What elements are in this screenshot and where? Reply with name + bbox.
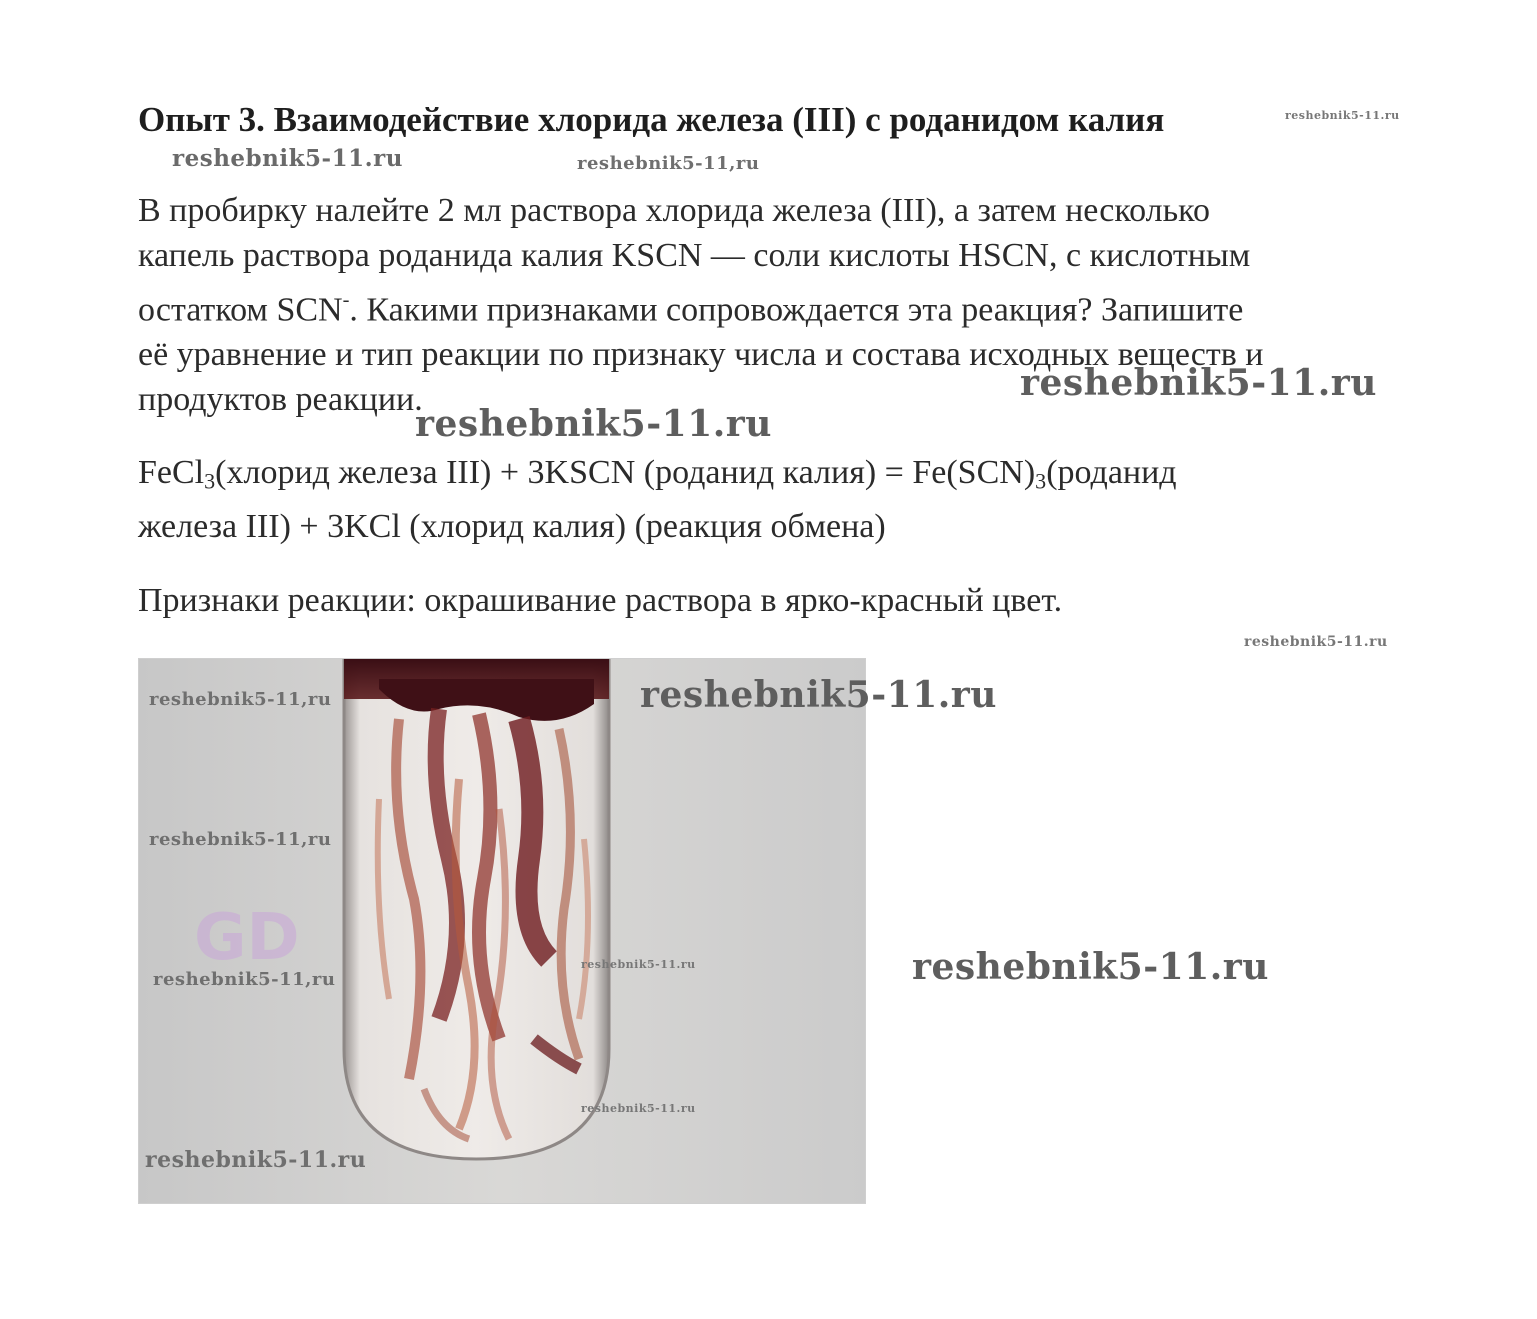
reaction-signs: Признаки реакции: окрашивание раствора в ярко-красный цвет.	[138, 582, 1063, 619]
task-line: продуктов реакции.	[138, 381, 423, 419]
watermark: reshebnik5-11.ru	[415, 403, 772, 445]
test-tube-image	[139, 659, 865, 1203]
watermark: reshebnik5-11.ru	[172, 145, 403, 172]
watermark: reshebnik5-11.ru	[145, 1147, 367, 1173]
watermark: reshebnik5-11,ru	[149, 689, 332, 710]
faint-logo: GD	[194, 901, 300, 975]
watermark: reshebnik5-11.ru	[640, 674, 997, 716]
page-title-text: Опыт 3. Взаимодействие хлорида железа (III) с роданидом калия	[138, 100, 1165, 139]
test-tube-photo	[138, 658, 866, 1204]
task-line: её уравнение и тип реакции по признаку числа и состава исходных веществ и	[138, 336, 1264, 374]
watermark: reshebnik5-11.ru	[1020, 362, 1377, 404]
task-line: капель раствора роданида калия KSCN — соли кислоты HSCN, с кислотным	[138, 237, 1251, 274]
watermark: reshebnik5-11.ru	[912, 946, 1269, 988]
task-line: остатком SCN-. Какими признаками сопровождается эта реакция? Запишите	[138, 289, 1244, 329]
watermark: reshebnik5-11.ru	[581, 958, 696, 971]
equation-line: FeCl$_3$(хлорид железа III) + 3KSCN (роданид калия) = $Fe(SCN)_3(роданид$	[138, 454, 1177, 494]
equation-line: железа III) + 3KCl (хлорид калия) (реакция обмена)	[138, 507, 886, 545]
watermark: reshebnik5-11,ru	[577, 153, 760, 174]
watermark: reshebnik5-11.ru	[1244, 634, 1388, 650]
watermark: reshebnik5-11,ru	[149, 829, 332, 850]
task-line: В пробирку налейте 2 мл раствора хлорида железа (III), а затем несколько	[138, 192, 1210, 229]
reaction-equation	[138, 450, 1458, 549]
watermark: reshebnik5-11.ru	[581, 1102, 696, 1115]
watermark: reshebnik5-11,ru	[153, 969, 336, 990]
watermark: reshebnik5-11.ru	[1285, 109, 1400, 122]
page-title	[138, 100, 1164, 140]
